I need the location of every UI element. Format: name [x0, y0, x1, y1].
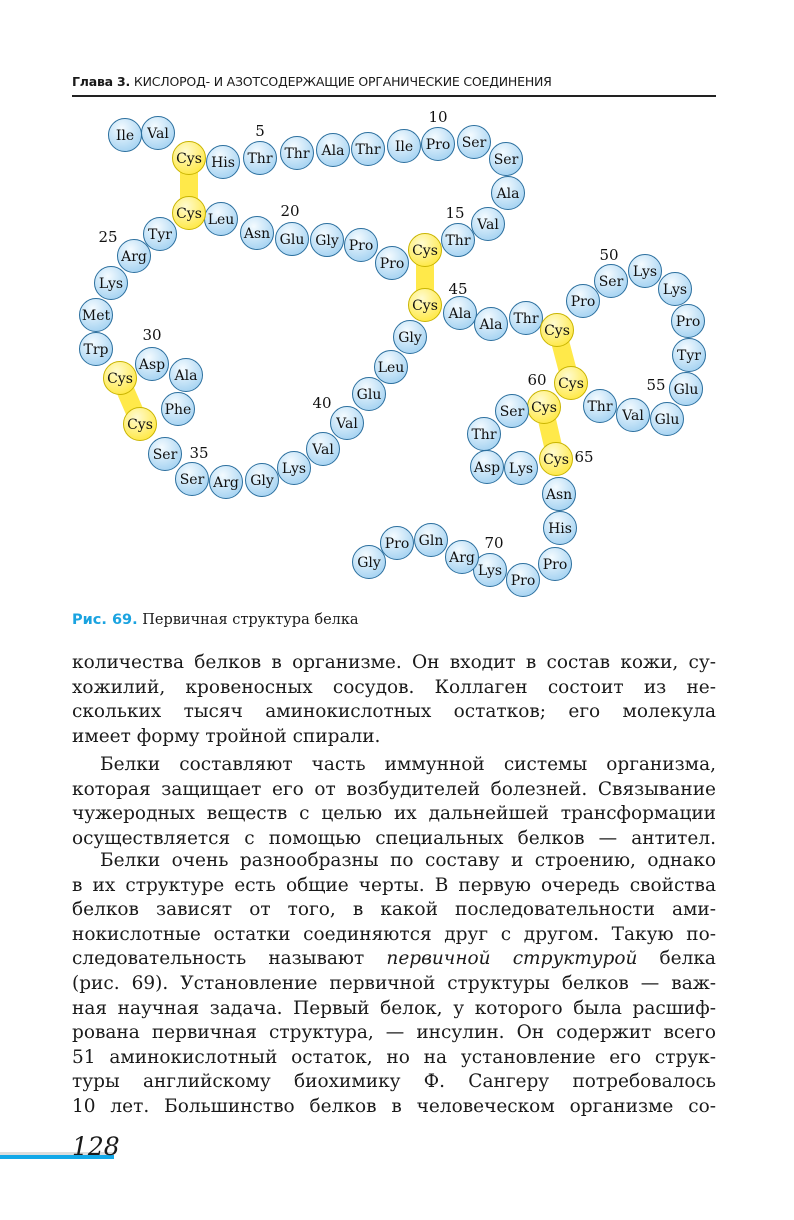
residue-lys — [629, 255, 662, 288]
residue-label: Leu — [377, 360, 405, 376]
residue-glu — [353, 378, 386, 411]
residue-label: Glu — [279, 232, 305, 248]
residue-cys — [173, 142, 206, 175]
residue-cys — [528, 391, 561, 424]
residue-val — [617, 399, 650, 432]
text-line: белков зависят от того, в какой последовательности ами- — [72, 899, 716, 921]
residue-label: Asn — [545, 487, 573, 503]
figure-label: Рис. 69. — [72, 612, 138, 628]
text-line: ная научная задача. Первый белок, у которого была расшиф- — [72, 997, 716, 1019]
residue-label: Ser — [598, 274, 624, 290]
text-line: имеет форму тройной спирали. — [72, 725, 381, 747]
residue-val — [307, 433, 340, 466]
residue-label: Val — [312, 442, 334, 458]
residue-pro — [381, 527, 414, 560]
residue-label: Thr — [513, 311, 539, 327]
residue-leu — [205, 203, 238, 236]
residue-label: Cys — [127, 417, 153, 433]
text-line: чужеродных веществ с целью их дальнейшей трансформации — [72, 803, 716, 825]
residue-arg — [210, 466, 243, 499]
residue-ile — [109, 119, 142, 152]
residue-number: 30 — [142, 326, 162, 344]
residue-cys — [555, 367, 588, 400]
residue-label: His — [211, 155, 235, 171]
text-line: количества белков в организме. Он входит в состав кожи, су- — [72, 652, 716, 673]
residue-tyr — [144, 218, 177, 251]
residue-phe — [162, 393, 195, 426]
residue-lys — [505, 452, 538, 485]
residue-label: Lys — [662, 282, 688, 298]
residue-pro — [376, 247, 409, 280]
residue-cys — [173, 197, 206, 230]
residue-gly — [353, 546, 386, 579]
residue-label: Thr — [471, 427, 497, 443]
residue-label: Ala — [479, 317, 503, 333]
residue-his — [544, 512, 577, 545]
residue-label: Ala — [174, 368, 198, 384]
residue-label: Glu — [356, 387, 382, 403]
text-line: Белки очень разнообразны по составу и строению, однако — [100, 850, 716, 871]
residue-label: Tyr — [148, 227, 172, 243]
residue-cys — [541, 314, 574, 347]
text-line — [72, 947, 716, 972]
text-line: туры английскому биохимику Ф. Сангеру потребовалось — [72, 1071, 716, 1093]
residue-label: Asp — [473, 460, 501, 476]
residue-label: Pro — [348, 238, 374, 254]
residue-tyr — [673, 339, 706, 372]
residue-gly — [311, 224, 344, 257]
text-line: (рис. 69). Установление первичной структуры белков — важ- — [72, 972, 716, 994]
residue-pro — [567, 285, 600, 318]
residue-pro — [507, 564, 540, 597]
residue-cys — [124, 408, 157, 441]
residue-label: His — [548, 521, 572, 537]
residue-label: Ser — [152, 447, 178, 463]
residue-number: 60 — [527, 371, 547, 389]
residue-label: Val — [147, 126, 169, 142]
residue-number: 25 — [98, 228, 118, 246]
residue-label: Val — [477, 217, 499, 233]
chapter-label: Глава 3. — [72, 74, 131, 89]
residue-label: Lys — [508, 461, 534, 477]
text-line: осуществляется с помощью специальных белков — антител. — [72, 827, 716, 849]
residue-label: Phe — [164, 402, 192, 418]
residue-label: Lys — [281, 461, 307, 477]
residue-thr — [510, 302, 543, 335]
residue-label: Ser — [499, 404, 525, 420]
residue-thr — [352, 133, 385, 166]
residue-label: Pro — [675, 314, 701, 330]
residue-gly — [394, 321, 427, 354]
residue-label: Arg — [449, 550, 475, 566]
residue-label: Gly — [398, 330, 422, 346]
residue-ala — [475, 308, 508, 341]
residue-label: Pro — [570, 294, 596, 310]
residue-label: Pro — [384, 536, 410, 552]
residue-label: Cys — [558, 376, 584, 392]
residue-val — [331, 407, 364, 440]
text-line: 51 аминокислотный остаток, но на установление его струк- — [72, 1046, 716, 1068]
residue-number: 55 — [646, 376, 666, 394]
residue-label: Cys — [531, 400, 557, 416]
residue-label: Thr — [587, 399, 613, 415]
residue-label: Thr — [284, 146, 310, 162]
residue-label: Gln — [418, 533, 444, 549]
residue-label: Cys — [176, 206, 202, 222]
paragraph-1 — [72, 651, 716, 749]
italic-term: первичной структурой — [386, 948, 638, 970]
residue-label: Gly — [250, 473, 274, 489]
residue-label: Pro — [379, 256, 405, 272]
residue-thr — [281, 137, 314, 170]
residue-label: Glu — [654, 412, 680, 428]
residue-glu — [276, 223, 309, 256]
residue-number: 50 — [599, 246, 619, 264]
residue-cys — [540, 443, 573, 476]
residue-label: Ser — [461, 135, 487, 151]
residue-number: 20 — [280, 202, 300, 220]
text-line: которая защищает его от возбудителей болезней. Связывание — [72, 778, 716, 800]
text-line: Белки составляют часть иммунной системы организма, — [100, 754, 716, 775]
residue-label: Thr — [355, 142, 381, 158]
residue-asp — [471, 451, 504, 484]
residue-ala — [444, 297, 477, 330]
residue-label: Cys — [412, 243, 438, 259]
text-line: хожилий, кровеносных сосудов. Коллаген состоит из не- — [72, 676, 716, 698]
residue-thr — [468, 418, 501, 451]
residue-label: Ser — [179, 472, 205, 488]
residue-trp — [80, 333, 113, 366]
residue-ala — [170, 359, 203, 392]
residue-val — [472, 208, 505, 241]
residue-label: Cys — [544, 323, 570, 339]
residue-label: Pro — [542, 557, 568, 573]
residue-gly — [246, 464, 279, 497]
residue-label: Ile — [115, 128, 135, 144]
text-line: скольких тысяч аминокислотных остатков; его молекула — [72, 701, 716, 723]
residue-label: Cys — [107, 371, 133, 387]
text-line: 10 лет. Большинство белков в человеческом организме со- — [72, 1095, 716, 1117]
residue-asp — [136, 348, 169, 381]
text-line: рована первичная структура, — инсулин. Он содержит всего — [72, 1022, 716, 1044]
residue-pro — [345, 229, 378, 262]
residue-ser — [496, 395, 529, 428]
text-line: в их структуре есть общие черты. В первую очередь свойства — [72, 874, 716, 896]
residue-glu — [651, 403, 684, 436]
residue-number: 10 — [428, 108, 448, 126]
residue-cys — [104, 362, 137, 395]
residue-arg — [118, 240, 151, 273]
residue-number: 45 — [448, 280, 468, 298]
paragraph-3 — [72, 849, 716, 1120]
text-segment: белка — [659, 948, 716, 970]
residue-label: Thr — [445, 233, 471, 249]
residue-label: Arg — [213, 475, 239, 491]
residue-label: Gly — [315, 233, 339, 249]
residue-ile — [388, 130, 421, 163]
paragraph-2 — [72, 753, 716, 851]
residue-number: 70 — [484, 534, 504, 552]
residue-label: Arg — [121, 249, 147, 265]
residue-label: Ala — [496, 186, 520, 202]
residue-label: Cys — [412, 298, 438, 314]
residue-ser — [490, 143, 523, 176]
residue-label: Ala — [448, 306, 472, 322]
residue-label: Trp — [83, 342, 109, 358]
residue-ser — [595, 265, 628, 298]
residue-label: Tyr — [677, 348, 701, 364]
residue-label: Glu — [673, 382, 699, 398]
residue-label: Ser — [493, 152, 519, 168]
residue-val — [142, 117, 175, 150]
residue-label: Ile — [394, 139, 414, 155]
residue-thr — [244, 142, 277, 175]
residue-thr — [442, 224, 475, 257]
residue-lys — [278, 452, 311, 485]
residue-pro — [422, 128, 455, 161]
residue-lys — [95, 267, 128, 300]
text-segment: следовательность называют — [72, 948, 365, 970]
residue-label: Pro — [510, 573, 536, 589]
residue-lys — [659, 273, 692, 306]
residue-number: 35 — [189, 444, 209, 462]
residue-ser — [176, 463, 209, 496]
residue-pro — [539, 548, 572, 581]
residue-label: Val — [622, 408, 644, 424]
figure-caption — [72, 612, 359, 628]
page-number: 128 — [72, 1132, 120, 1161]
residue-number: 40 — [312, 394, 332, 412]
residue-label: Met — [81, 308, 111, 324]
residue-label: Cys — [176, 151, 202, 167]
residue-met — [80, 299, 113, 332]
chapter-title: КИСЛОРОД- И АЗОТСОДЕРЖАЩИЕ ОРГАНИЧЕСКИЕ СОЕДИНЕНИЯ — [133, 74, 552, 89]
residue-arg — [446, 541, 479, 574]
residue-label: Lys — [98, 276, 124, 292]
residue-cys — [409, 234, 442, 267]
residue-label: Cys — [543, 452, 569, 468]
residue-his — [207, 146, 240, 179]
residue-thr — [584, 390, 617, 423]
residue-number: 5 — [255, 122, 265, 140]
residue-label: Val — [336, 416, 358, 432]
residue-label: Lys — [632, 264, 658, 280]
residue-label: Gly — [357, 555, 381, 571]
residue-label: Lys — [477, 563, 503, 579]
figure-caption-text: Первичная структура белка — [142, 612, 359, 628]
residue-label: Pro — [425, 137, 451, 153]
residue-label: Thr — [247, 151, 273, 167]
residue-ala — [317, 134, 350, 167]
residue-number: 15 — [445, 204, 465, 222]
residue-number: 65 — [574, 448, 594, 466]
residue-label: Asn — [243, 226, 271, 242]
residue-gln — [415, 524, 448, 557]
residue-label: Asp — [138, 357, 166, 373]
residue-ala — [492, 177, 525, 210]
residue-label: Ala — [321, 143, 345, 159]
residue-pro — [672, 305, 705, 338]
residue-ser — [149, 438, 182, 471]
residue-asn — [543, 478, 576, 511]
residue-ser — [458, 126, 491, 159]
residue-asn — [241, 217, 274, 250]
residue-label: Leu — [207, 212, 235, 228]
residue-glu — [670, 373, 703, 406]
text-line: нокислотные остатки соединяются друг с другом. Такую по- — [72, 923, 716, 945]
residue-leu — [375, 351, 408, 384]
residue-cys — [409, 289, 442, 322]
